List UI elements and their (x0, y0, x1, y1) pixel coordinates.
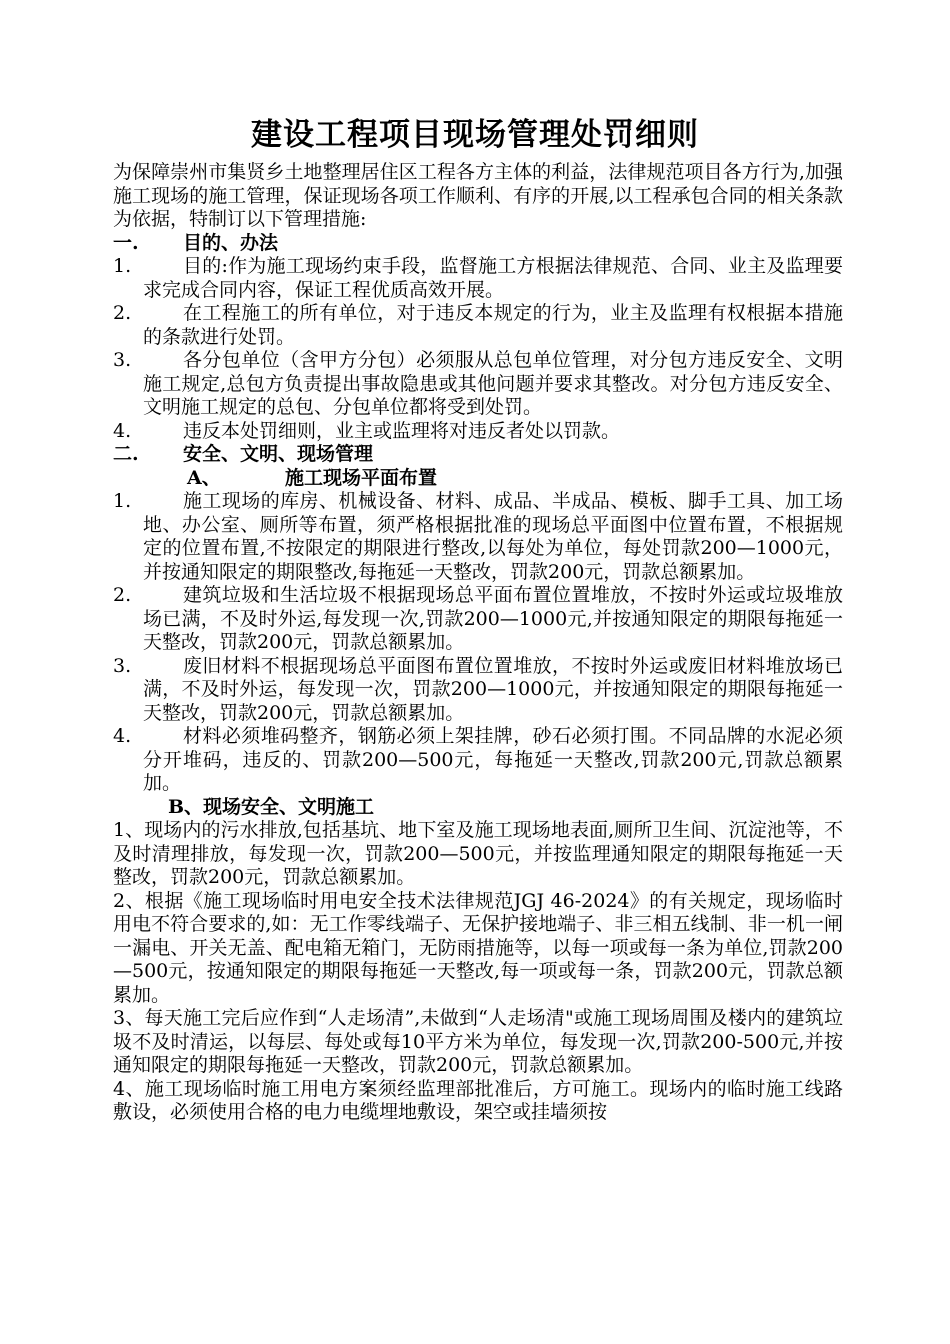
document-title: 建设工程项目现场管理处罚细则 (251, 117, 699, 153)
item-number: 3. (113, 349, 132, 371)
item-text: 目的:作为施工现场约束手段，监督施工方根据法律规范、合同、业主及监理要求完成合同内容，保证工程优质高效开展。 (143, 255, 843, 301)
intro-paragraph: 为保障崇州市集贤乡土地整理居住区工程各方主体的利益，法律规范项目各方行为,加强施工现场的施工管理，保证现场各项工作顺利、有序的开展,以工程承包合同的相关条款为依据，特制订以下管理措施: (113, 161, 843, 230)
section-1-item (113, 302, 843, 349)
item-number: 4. (113, 419, 132, 442)
section-1-number: 一. (113, 231, 139, 254)
item-number: 4. (113, 725, 132, 747)
item-text: 材料必须堆码整齐，钢筋必须上架挂牌，砂石必须打围。不同品牌的水泥必须分开堆码，违反的、罚款200—500元，每拖延一天整改,罚款200元,罚款总额累加。 (143, 725, 843, 794)
subsection-a-title: 施工现场平面布置 (285, 466, 438, 489)
item-text: 施工现场的库房、机械设备、材料、成品、半成品、模板、脚手工具、加工场地、办公室、厕所等布置，须严格根据批准的现场总平面图中位置布置，不根据规定的位置布置,不按限定的期限进行整改,以每处为单位，每处罚款200—1000元，并按通知限定的期限整改,每拖延一天整改，罚款200元，罚款总额累加。 (143, 490, 843, 583)
item-text: 各分包单位（含甲方分包）必须服从总包单位管理，对分包方违反安全、文明施工规定,总包方负责提出事故隐患或其他问题并要求其整改。对分包方违反安全、文明施工规定的总包、分包单位都将受到处罚。 (143, 349, 843, 418)
subsection-a-item (113, 655, 843, 726)
item-text: 建筑垃圾和生活垃圾不根据现场总平面布置位置堆放，不按时外运或垃圾堆放场已满，不及时外运,每发现一次,罚款200—1000元,并按通知限定的期限每拖延一天整改，罚款200元，罚款总额累加。 (143, 584, 843, 653)
subsection-b-paragraph: 1、现场内的污水排放,包括基坑、地下室及施工现场地表面,厕所卫生间、沉淀池等，不及时清理排放，每发现一次，罚款200—500元，并按监理通知限定的期限每拖延一天整改，罚款200元，罚款总额累加。 (113, 819, 843, 888)
section-2-heading (113, 443, 843, 467)
item-text: 违反本处罚细则，业主或监理将对违反者处以罚款。 (183, 419, 621, 442)
section-1-title: 目的、办法 (183, 231, 279, 254)
section-2-number: 二. (113, 443, 139, 465)
subsection-a-number: A、 (187, 466, 221, 489)
subsection-b-paragraph: 4、施工现场临时施工用电方案须经监理部批准后，方可施工。现场内的临时施工线路敷设，必须使用合格的电力电缆埋地敷设，架空或挂墙须按 (113, 1077, 843, 1123)
section-1-heading (113, 232, 843, 256)
subsection-a-item (113, 584, 843, 655)
item-number: 1. (113, 490, 132, 512)
subsection-b-paragraph: 3、每天施工完后应作到“人走场清”,未做到“人走场清"或施工现场周围及楼内的建筑垃圾不及时清运，以每层、每处或每10平方米为单位，每发现一次,罚款200-500元,并按通知限定的期限每拖延一天整改，罚款200元，罚款总额累加。 (113, 1007, 843, 1076)
subsection-b-heading: B、现场安全、文明施工 (168, 795, 375, 818)
section-1-item (113, 255, 843, 302)
subsection-a-heading (113, 467, 843, 491)
item-number: 3. (113, 654, 132, 677)
item-number: 2. (113, 584, 132, 606)
subsection-a-item (113, 725, 843, 796)
item-text: 在工程施工的所有单位，对于违反本规定的行为，业主及监理有权根据本措施的条款进行处罚。 (143, 302, 843, 348)
section-1-item (113, 420, 843, 444)
subsection-b-paragraph: 2、根据《施工现场临时用电安全技术法律规范JGJ 46-2024》的有关规定，现场临时用电不符合要求的,如：无工作零线端子、无保护接地端子、非三相五线制、非一机一闸一漏电、开关无盖、配电箱无箱门，无防雨措施等，以每一项或每一条为单位,罚款200—500元，按通知限定的期限每拖延一天整改,每一项或每一条，罚款200元，罚款总额累加。 (113, 889, 843, 1006)
section-2-title: 安全、文明、现场管理 (183, 443, 374, 465)
subsection-a-item (113, 490, 843, 584)
document-body (113, 161, 843, 1125)
item-text: 废旧材料不根据现场总平面图布置位置堆放，不按时外运或废旧材料堆放场已满，不及时外运，每发现一次，罚款200—1000元，并按通知限定的期限每拖延一天整改，罚款200元，罚款总额累加。 (143, 654, 843, 724)
section-1-item (113, 349, 843, 420)
item-number: 2. (113, 302, 132, 324)
item-number: 1. (113, 255, 132, 277)
